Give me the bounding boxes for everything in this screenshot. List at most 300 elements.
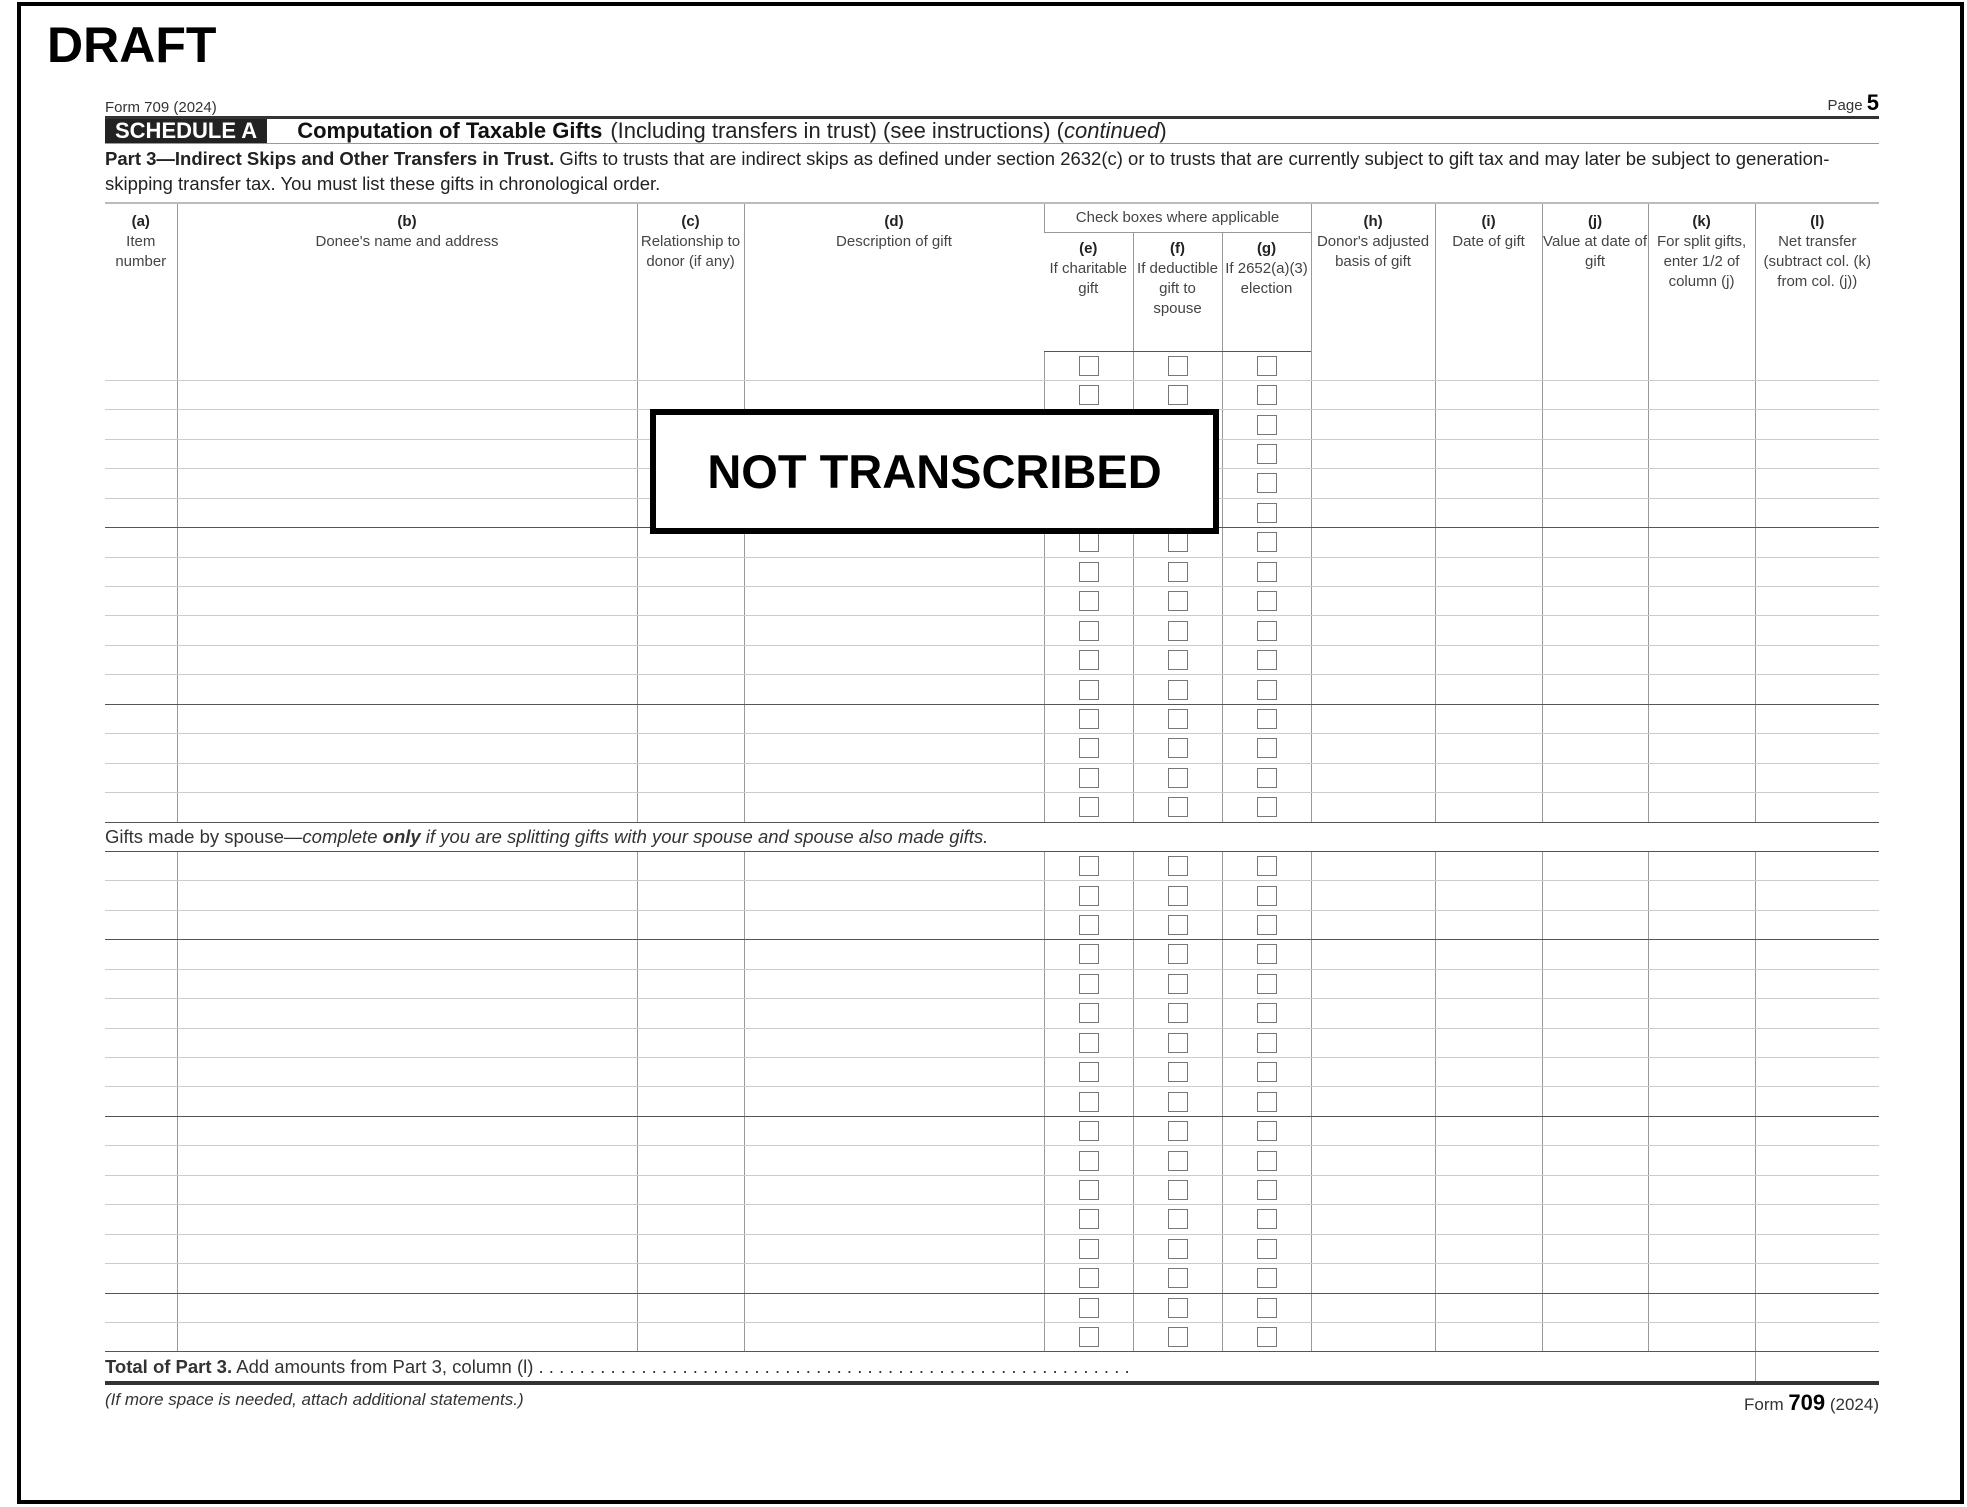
field-l[interactable] (1755, 910, 1879, 939)
field-i[interactable] (1435, 851, 1542, 880)
field-a[interactable] (105, 851, 177, 880)
checkbox-f[interactable] (1168, 1033, 1188, 1053)
field-j[interactable] (1542, 616, 1648, 645)
field-k[interactable] (1648, 940, 1755, 969)
checkbox-e[interactable] (1079, 1062, 1099, 1082)
field-j[interactable] (1542, 498, 1648, 527)
checkbox-e[interactable] (1079, 1239, 1099, 1259)
checkbox-g[interactable] (1257, 680, 1277, 700)
field-l[interactable] (1755, 704, 1879, 733)
field-i[interactable] (1435, 763, 1542, 792)
checkbox-g[interactable] (1257, 1180, 1277, 1200)
checkbox-e[interactable] (1079, 944, 1099, 964)
field-i[interactable] (1435, 734, 1542, 763)
checkbox-g[interactable] (1257, 1003, 1277, 1023)
field-b[interactable] (177, 351, 637, 380)
checkbox-e[interactable] (1079, 886, 1099, 906)
field-k[interactable] (1648, 675, 1755, 704)
checkbox-e[interactable] (1079, 356, 1099, 376)
checkbox-e[interactable] (1079, 1268, 1099, 1288)
field-h[interactable] (1311, 1058, 1435, 1087)
field-a[interactable] (105, 587, 177, 616)
field-k[interactable] (1648, 763, 1755, 792)
checkbox-e[interactable] (1079, 1033, 1099, 1053)
checkbox-f[interactable] (1168, 1003, 1188, 1023)
checkbox-g[interactable] (1257, 944, 1277, 964)
field-l[interactable] (1755, 469, 1879, 498)
field-b[interactable] (177, 1116, 637, 1145)
field-h[interactable] (1311, 910, 1435, 939)
field-a[interactable] (105, 734, 177, 763)
field-b[interactable] (177, 469, 637, 498)
field-l[interactable] (1755, 1175, 1879, 1204)
field-j[interactable] (1542, 969, 1648, 998)
field-h[interactable] (1311, 410, 1435, 439)
field-k[interactable] (1648, 469, 1755, 498)
field-j[interactable] (1542, 1087, 1648, 1116)
field-b[interactable] (177, 557, 637, 586)
field-c[interactable] (637, 1058, 744, 1087)
field-i[interactable] (1435, 969, 1542, 998)
checkbox-g[interactable] (1257, 797, 1277, 817)
field-a[interactable] (105, 1058, 177, 1087)
field-l[interactable] (1755, 616, 1879, 645)
field-d[interactable] (744, 587, 1044, 616)
field-d[interactable] (744, 1116, 1044, 1145)
field-h[interactable] (1311, 557, 1435, 586)
field-h[interactable] (1311, 1175, 1435, 1204)
field-h[interactable] (1311, 1146, 1435, 1175)
field-b[interactable] (177, 1087, 637, 1116)
field-d[interactable] (744, 763, 1044, 792)
field-d[interactable] (744, 704, 1044, 733)
field-c[interactable] (637, 1205, 744, 1234)
field-i[interactable] (1435, 910, 1542, 939)
field-l[interactable] (1755, 1264, 1879, 1293)
field-d[interactable] (744, 1205, 1044, 1234)
field-l[interactable] (1755, 1116, 1879, 1145)
field-c[interactable] (637, 910, 744, 939)
field-k[interactable] (1648, 1058, 1755, 1087)
field-d[interactable] (744, 793, 1044, 822)
field-l[interactable] (1755, 1205, 1879, 1234)
checkbox-g[interactable] (1257, 1268, 1277, 1288)
checkbox-e[interactable] (1079, 562, 1099, 582)
field-a[interactable] (105, 910, 177, 939)
field-l[interactable] (1755, 528, 1879, 557)
field-h[interactable] (1311, 380, 1435, 409)
field-h[interactable] (1311, 969, 1435, 998)
checkbox-g[interactable] (1257, 1209, 1277, 1229)
field-b[interactable] (177, 969, 637, 998)
checkbox-g[interactable] (1257, 415, 1277, 435)
field-h[interactable] (1311, 645, 1435, 674)
field-c[interactable] (637, 1322, 744, 1351)
field-l[interactable] (1755, 940, 1879, 969)
field-l[interactable] (1755, 439, 1879, 468)
field-l[interactable] (1755, 881, 1879, 910)
field-c[interactable] (637, 704, 744, 733)
field-a[interactable] (105, 645, 177, 674)
checkbox-g[interactable] (1257, 738, 1277, 758)
field-h[interactable] (1311, 528, 1435, 557)
checkbox-e[interactable] (1079, 532, 1099, 552)
field-a[interactable] (105, 498, 177, 527)
field-i[interactable] (1435, 557, 1542, 586)
field-l[interactable] (1755, 380, 1879, 409)
field-b[interactable] (177, 1322, 637, 1351)
field-l[interactable] (1755, 734, 1879, 763)
field-j[interactable] (1542, 1146, 1648, 1175)
checkbox-e[interactable] (1079, 680, 1099, 700)
field-b[interactable] (177, 1205, 637, 1234)
field-k[interactable] (1648, 1028, 1755, 1057)
field-i[interactable] (1435, 881, 1542, 910)
field-j[interactable] (1542, 763, 1648, 792)
field-d[interactable] (744, 1175, 1044, 1204)
field-a[interactable] (105, 1322, 177, 1351)
field-b[interactable] (177, 528, 637, 557)
field-j[interactable] (1542, 793, 1648, 822)
checkbox-g[interactable] (1257, 709, 1277, 729)
checkbox-e[interactable] (1079, 974, 1099, 994)
checkbox-g[interactable] (1257, 1092, 1277, 1112)
field-b[interactable] (177, 940, 637, 969)
field-b[interactable] (177, 675, 637, 704)
field-a[interactable] (105, 557, 177, 586)
field-i[interactable] (1435, 439, 1542, 468)
field-h[interactable] (1311, 1028, 1435, 1057)
field-i[interactable] (1435, 1322, 1542, 1351)
field-a[interactable] (105, 439, 177, 468)
field-l[interactable] (1755, 969, 1879, 998)
field-l[interactable] (1755, 498, 1879, 527)
field-l[interactable] (1755, 999, 1879, 1028)
field-k[interactable] (1648, 1146, 1755, 1175)
checkbox-g[interactable] (1257, 385, 1277, 405)
field-j[interactable] (1542, 380, 1648, 409)
field-d[interactable] (744, 380, 1044, 409)
field-i[interactable] (1435, 1175, 1542, 1204)
field-a[interactable] (105, 1264, 177, 1293)
field-d[interactable] (744, 1028, 1044, 1057)
checkbox-e[interactable] (1079, 1003, 1099, 1023)
field-i[interactable] (1435, 1028, 1542, 1057)
field-k[interactable] (1648, 969, 1755, 998)
checkbox-e[interactable] (1079, 1092, 1099, 1112)
field-k[interactable] (1648, 1116, 1755, 1145)
field-c[interactable] (637, 351, 744, 380)
field-c[interactable] (637, 1087, 744, 1116)
field-k[interactable] (1648, 910, 1755, 939)
field-h[interactable] (1311, 1293, 1435, 1322)
checkbox-e[interactable] (1079, 591, 1099, 611)
field-j[interactable] (1542, 528, 1648, 557)
field-c[interactable] (637, 1116, 744, 1145)
field-c[interactable] (637, 793, 744, 822)
checkbox-f[interactable] (1168, 1327, 1188, 1347)
field-a[interactable] (105, 1234, 177, 1263)
field-l[interactable] (1755, 1028, 1879, 1057)
field-a[interactable] (105, 704, 177, 733)
checkbox-f[interactable] (1168, 1209, 1188, 1229)
field-a[interactable] (105, 675, 177, 704)
field-b[interactable] (177, 704, 637, 733)
checkbox-f[interactable] (1168, 738, 1188, 758)
checkbox-g[interactable] (1257, 503, 1277, 523)
field-k[interactable] (1648, 645, 1755, 674)
field-i[interactable] (1435, 587, 1542, 616)
field-c[interactable] (637, 999, 744, 1028)
checkbox-e[interactable] (1079, 1121, 1099, 1141)
field-i[interactable] (1435, 1087, 1542, 1116)
checkbox-f[interactable] (1168, 621, 1188, 641)
checkbox-g[interactable] (1257, 1298, 1277, 1318)
field-d[interactable] (744, 1087, 1044, 1116)
field-h[interactable] (1311, 704, 1435, 733)
field-k[interactable] (1648, 557, 1755, 586)
field-c[interactable] (637, 734, 744, 763)
checkbox-e[interactable] (1079, 738, 1099, 758)
checkbox-e[interactable] (1079, 1180, 1099, 1200)
checkbox-f[interactable] (1168, 768, 1188, 788)
field-a[interactable] (105, 410, 177, 439)
field-i[interactable] (1435, 704, 1542, 733)
checkbox-f[interactable] (1168, 974, 1188, 994)
field-i[interactable] (1435, 469, 1542, 498)
field-d[interactable] (744, 940, 1044, 969)
field-j[interactable] (1542, 1116, 1648, 1145)
field-l[interactable] (1755, 763, 1879, 792)
field-h[interactable] (1311, 793, 1435, 822)
field-b[interactable] (177, 587, 637, 616)
field-h[interactable] (1311, 616, 1435, 645)
field-h[interactable] (1311, 1322, 1435, 1351)
field-j[interactable] (1542, 1234, 1648, 1263)
field-l[interactable] (1755, 1322, 1879, 1351)
checkbox-f[interactable] (1168, 1062, 1188, 1082)
checkbox-g[interactable] (1257, 1033, 1277, 1053)
checkbox-f[interactable] (1168, 356, 1188, 376)
field-l[interactable] (1755, 793, 1879, 822)
checkbox-g[interactable] (1257, 768, 1277, 788)
field-i[interactable] (1435, 999, 1542, 1028)
field-h[interactable] (1311, 1234, 1435, 1263)
field-l[interactable] (1755, 1058, 1879, 1087)
field-j[interactable] (1542, 881, 1648, 910)
checkbox-e[interactable] (1079, 621, 1099, 641)
field-h[interactable] (1311, 851, 1435, 880)
checkbox-f[interactable] (1168, 709, 1188, 729)
checkbox-f[interactable] (1168, 886, 1188, 906)
field-b[interactable] (177, 734, 637, 763)
field-c[interactable] (637, 380, 744, 409)
field-a[interactable] (105, 380, 177, 409)
field-i[interactable] (1435, 1146, 1542, 1175)
checkbox-f[interactable] (1168, 1121, 1188, 1141)
field-c[interactable] (637, 645, 744, 674)
field-j[interactable] (1542, 1293, 1648, 1322)
field-k[interactable] (1648, 351, 1755, 380)
field-j[interactable] (1542, 1322, 1648, 1351)
field-j[interactable] (1542, 999, 1648, 1028)
checkbox-f[interactable] (1168, 1151, 1188, 1171)
field-a[interactable] (105, 763, 177, 792)
field-b[interactable] (177, 1264, 637, 1293)
field-b[interactable] (177, 763, 637, 792)
field-a[interactable] (105, 969, 177, 998)
field-b[interactable] (177, 1175, 637, 1204)
field-d[interactable] (744, 1264, 1044, 1293)
field-k[interactable] (1648, 528, 1755, 557)
checkbox-e[interactable] (1079, 1151, 1099, 1171)
field-k[interactable] (1648, 793, 1755, 822)
field-j[interactable] (1542, 587, 1648, 616)
field-c[interactable] (637, 587, 744, 616)
field-l[interactable] (1755, 351, 1879, 380)
checkbox-f[interactable] (1168, 680, 1188, 700)
total-amount-field[interactable] (1755, 1352, 1879, 1383)
checkbox-g[interactable] (1257, 1121, 1277, 1141)
field-a[interactable] (105, 1116, 177, 1145)
checkbox-e[interactable] (1079, 709, 1099, 729)
field-h[interactable] (1311, 675, 1435, 704)
field-b[interactable] (177, 1028, 637, 1057)
checkbox-g[interactable] (1257, 974, 1277, 994)
field-l[interactable] (1755, 1293, 1879, 1322)
checkbox-g[interactable] (1257, 856, 1277, 876)
field-j[interactable] (1542, 645, 1648, 674)
checkbox-g[interactable] (1257, 650, 1277, 670)
checkbox-f[interactable] (1168, 1180, 1188, 1200)
field-k[interactable] (1648, 881, 1755, 910)
field-c[interactable] (637, 1234, 744, 1263)
field-h[interactable] (1311, 1205, 1435, 1234)
field-d[interactable] (744, 969, 1044, 998)
field-j[interactable] (1542, 1205, 1648, 1234)
field-l[interactable] (1755, 645, 1879, 674)
field-i[interactable] (1435, 410, 1542, 439)
field-c[interactable] (637, 1264, 744, 1293)
field-j[interactable] (1542, 1028, 1648, 1057)
field-k[interactable] (1648, 1175, 1755, 1204)
checkbox-f[interactable] (1168, 797, 1188, 817)
checkbox-e[interactable] (1079, 385, 1099, 405)
field-c[interactable] (637, 1146, 744, 1175)
field-h[interactable] (1311, 881, 1435, 910)
checkbox-g[interactable] (1257, 1239, 1277, 1259)
field-a[interactable] (105, 1205, 177, 1234)
checkbox-g[interactable] (1257, 473, 1277, 493)
field-c[interactable] (637, 940, 744, 969)
field-l[interactable] (1755, 851, 1879, 880)
field-b[interactable] (177, 1234, 637, 1263)
field-d[interactable] (744, 1322, 1044, 1351)
field-k[interactable] (1648, 616, 1755, 645)
field-b[interactable] (177, 498, 637, 527)
field-a[interactable] (105, 1293, 177, 1322)
field-d[interactable] (744, 351, 1044, 380)
field-c[interactable] (637, 1175, 744, 1204)
field-c[interactable] (637, 1028, 744, 1057)
field-h[interactable] (1311, 763, 1435, 792)
checkbox-f[interactable] (1168, 1092, 1188, 1112)
field-h[interactable] (1311, 469, 1435, 498)
field-b[interactable] (177, 645, 637, 674)
field-b[interactable] (177, 380, 637, 409)
checkbox-g[interactable] (1257, 886, 1277, 906)
checkbox-g[interactable] (1257, 591, 1277, 611)
field-i[interactable] (1435, 1293, 1542, 1322)
checkbox-f[interactable] (1168, 856, 1188, 876)
field-j[interactable] (1542, 1175, 1648, 1204)
field-k[interactable] (1648, 587, 1755, 616)
field-i[interactable] (1435, 1116, 1542, 1145)
field-b[interactable] (177, 616, 637, 645)
field-j[interactable] (1542, 851, 1648, 880)
field-b[interactable] (177, 881, 637, 910)
field-i[interactable] (1435, 351, 1542, 380)
field-b[interactable] (177, 910, 637, 939)
field-a[interactable] (105, 616, 177, 645)
field-a[interactable] (105, 1175, 177, 1204)
field-k[interactable] (1648, 380, 1755, 409)
field-h[interactable] (1311, 1087, 1435, 1116)
field-d[interactable] (744, 734, 1044, 763)
checkbox-f[interactable] (1168, 944, 1188, 964)
checkbox-g[interactable] (1257, 621, 1277, 641)
field-i[interactable] (1435, 1234, 1542, 1263)
field-i[interactable] (1435, 1058, 1542, 1087)
field-d[interactable] (744, 675, 1044, 704)
field-a[interactable] (105, 1087, 177, 1116)
field-k[interactable] (1648, 439, 1755, 468)
field-h[interactable] (1311, 351, 1435, 380)
field-i[interactable] (1435, 528, 1542, 557)
field-d[interactable] (744, 999, 1044, 1028)
field-h[interactable] (1311, 439, 1435, 468)
field-h[interactable] (1311, 940, 1435, 969)
field-i[interactable] (1435, 793, 1542, 822)
checkbox-g[interactable] (1257, 915, 1277, 935)
field-h[interactable] (1311, 498, 1435, 527)
field-i[interactable] (1435, 498, 1542, 527)
field-l[interactable] (1755, 1087, 1879, 1116)
field-l[interactable] (1755, 1234, 1879, 1263)
checkbox-f[interactable] (1168, 532, 1188, 552)
field-a[interactable] (105, 793, 177, 822)
field-i[interactable] (1435, 1264, 1542, 1293)
field-d[interactable] (744, 881, 1044, 910)
field-k[interactable] (1648, 999, 1755, 1028)
field-k[interactable] (1648, 1087, 1755, 1116)
field-j[interactable] (1542, 1058, 1648, 1087)
field-h[interactable] (1311, 587, 1435, 616)
field-b[interactable] (177, 1058, 637, 1087)
field-i[interactable] (1435, 645, 1542, 674)
field-a[interactable] (105, 940, 177, 969)
checkbox-g[interactable] (1257, 1151, 1277, 1171)
field-h[interactable] (1311, 1264, 1435, 1293)
field-d[interactable] (744, 910, 1044, 939)
field-j[interactable] (1542, 734, 1648, 763)
checkbox-f[interactable] (1168, 1239, 1188, 1259)
checkbox-g[interactable] (1257, 1062, 1277, 1082)
field-k[interactable] (1648, 1205, 1755, 1234)
field-c[interactable] (637, 557, 744, 586)
field-l[interactable] (1755, 557, 1879, 586)
checkbox-g[interactable] (1257, 444, 1277, 464)
